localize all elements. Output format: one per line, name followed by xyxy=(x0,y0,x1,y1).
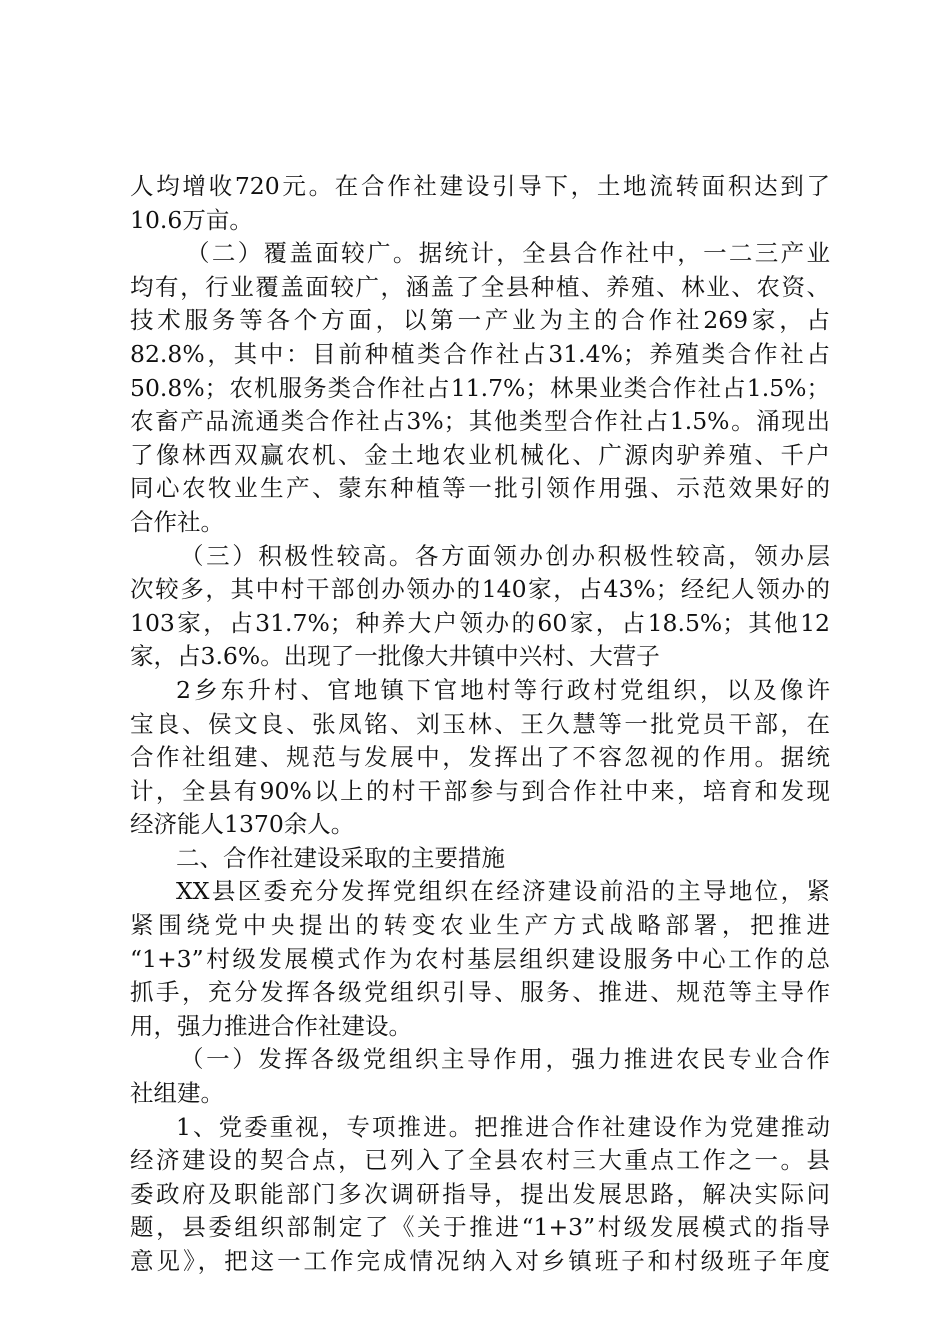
text-line: 103家，占31.7%；种养大户领办的60家，占18.5%；其他12 xyxy=(130,608,830,637)
text-line: 计，全县有90%以上的村干部参与到合作社中来，培育和发现 xyxy=(130,776,830,805)
document-body xyxy=(130,170,830,1279)
chapter-heading: 二、合作社建设采取的主要措施 xyxy=(176,843,505,872)
text-line: 家，占3.6%。出现了一批像大井镇中兴村、大营子 xyxy=(130,642,660,671)
text-line: 意见》，把这一工作完成情况纳入对乡镇班子和村级班子年度 xyxy=(130,1247,830,1275)
text-line: 82.8%，其中：目前种植类合作社占31.4%；养殖类合作社占 xyxy=(130,339,830,368)
text-line: 技术服务等各个方面，以第一产业为主的合作社269家，占 xyxy=(130,306,830,335)
text-line: 了像林西双赢农机、金土地农业机械化、广源肉驴养殖、千户 xyxy=(130,440,830,469)
text-line: 次较多，其中村干部创办领办的140家，占43%；经纪人领办的 xyxy=(130,575,830,604)
text-line: 1、党委重视，专项推进。把推进合作社建设作为党建推动 xyxy=(176,1112,830,1141)
text-line: 10.6万亩。 xyxy=(130,205,253,234)
text-line: 50.8%；农机服务类合作社占11.7%；林果业类合作社占1.5%； xyxy=(130,373,830,402)
text-line: 同心农牧业生产、蒙东种植等一批引领作用强、示范效果好的 xyxy=(130,474,830,503)
text-line: 用，强力推进合作社建设。 xyxy=(130,1011,412,1040)
text-line: 社组建。 xyxy=(130,1079,224,1108)
text-line: 农畜产品流通类合作社占3%；其他类型合作社占1.5%。涌现出 xyxy=(130,407,830,436)
text-line: 宝良、侯文良、张凤铭、刘玉林、王久慧等一批党员干部，在 xyxy=(130,709,830,738)
text-line: XX县区委充分发挥党组织在经济建设前沿的主导地位，紧 xyxy=(176,877,830,906)
text-line: 抓手，充分发挥各级党组织引导、服务、推进、规范等主导作 xyxy=(130,978,830,1007)
text-line: 人均增收720元。在合作社建设引导下，土地流转面积达到了 xyxy=(130,172,830,200)
text-line: 委政府及职能部门多次调研指导，提出发展思路，解决实际问 xyxy=(130,1179,830,1208)
text-line: “1+3”村级发展模式作为农村基层组织建设服务中心工作的总 xyxy=(130,944,830,973)
text-line: 紧围绕党中央提出的转变农业生产方式战略部署，把推进 xyxy=(130,911,830,940)
section-heading-2: （二）覆盖面较广。据统计，全县合作社中，一二三产业 xyxy=(186,239,830,268)
section-heading-1: （一）发挥各级党组织主导作用，强力推进农民专业合作 xyxy=(180,1045,830,1074)
text-line: 经济能人1370余人。 xyxy=(130,810,355,839)
text-line: 题，县委组织部制定了《关于推进“1+3”村级发展模式的指导 xyxy=(130,1213,830,1242)
text-line: 合作社。 xyxy=(130,507,224,536)
text-line: 经济建设的契合点，已列入了全县农村三大重点工作之一。县 xyxy=(130,1146,830,1175)
text-line: 均有，行业覆盖面较广，涵盖了全县种植、养殖、林业、农资、 xyxy=(130,272,830,301)
text-line: 合作社组建、规范与发展中，发挥出了不容忽视的作用。据统 xyxy=(130,743,830,772)
text-line: 2乡东升村、官地镇下官地村等行政村党组织，以及像许 xyxy=(176,675,830,704)
section-heading-3: （三）积极性较高。各方面领办创办积极性较高，领办层 xyxy=(180,541,830,570)
